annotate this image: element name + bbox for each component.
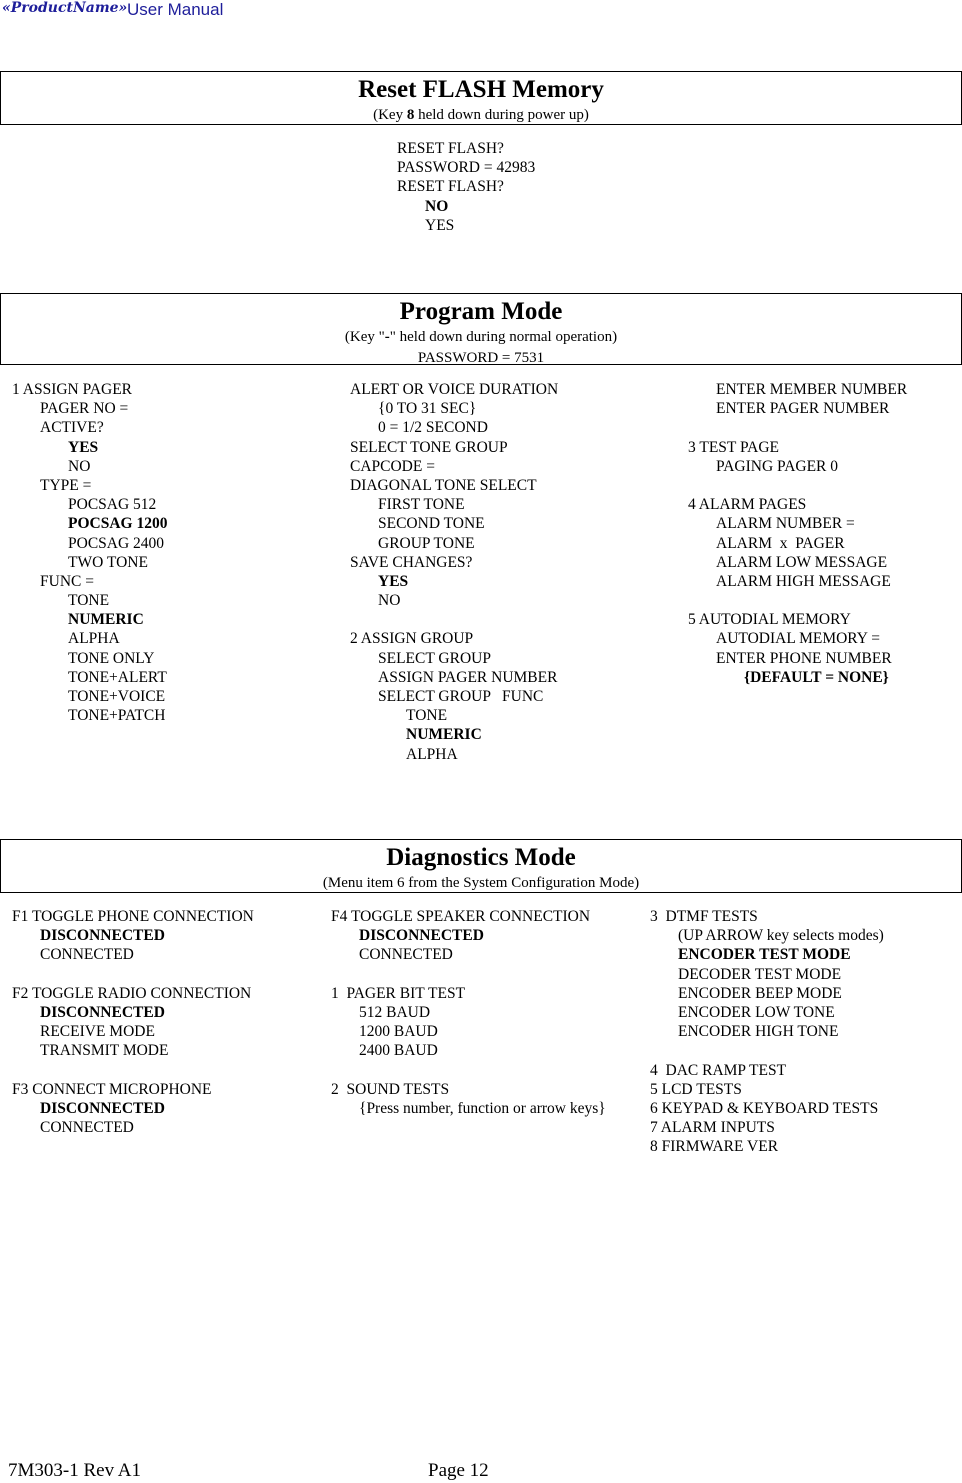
reset-option-yes: YES [425,216,455,234]
menu-item: F4 TOGGLE SPEAKER CONNECTION [331,908,591,925]
menu-option: TONE [68,592,110,610]
product-logo: «ProductName» [2,0,128,16]
menu-option: GROUP TONE [378,534,475,552]
program-col-2 [350,380,558,764]
menu-item: AUTODIAL MEMORY = [716,630,881,648]
menu-option-default: {DEFAULT = NONE} [744,668,889,686]
menu-option-default: ENCODER TEST MODE [678,946,851,964]
diagnostics-mode-box [0,839,962,893]
menu-item: 1 PAGER BIT TEST [331,984,466,1002]
menu-option: TONE+VOICE [68,688,166,705]
menu-item: PAGING PAGER 0 [716,457,839,475]
menu-option: 2400 BAUD [359,1042,438,1060]
menu-option: FIRST TONE [378,496,465,514]
spacer [331,965,606,984]
reset-flash-subtitle: (Key 8 held down during power up) [373,107,589,123]
program-mode-title: Program Mode [399,298,563,325]
menu-option-default: YES [68,438,99,456]
menu-option: NO [68,457,91,475]
menu-item: 7 ALARM INPUTS [650,1119,775,1137]
menu-option: CONNECTED [40,946,134,964]
menu-item: 5 LCD TESTS [650,1080,742,1098]
menu-option: ALPHA [406,745,458,763]
reset-step: PASSWORD = 42983 [397,159,536,177]
menu-item: ALARM LOW MESSAGE [716,553,888,571]
program-col-3 [688,380,907,687]
reset-flash-title: Reset FLASH Memory [358,76,604,103]
menu-item: CAPCODE = [350,457,435,475]
program-mode-box [0,293,962,365]
diagnostics-mode-title: Diagnostics Mode [386,844,576,871]
diagnostics-col-2 [331,907,606,1118]
menu-option: CONNECTED [359,946,453,964]
diagnostics-col-3 [650,907,884,1156]
program-mode-subtitle: (Key "-" held down during normal operation) [344,329,618,345]
menu-item: ENTER PHONE NUMBER [716,649,892,667]
menu-option: 1200 BAUD [359,1023,438,1041]
reset-flash-steps [397,139,535,235]
menu-option: TWO TONE [68,553,148,571]
menu-option: TRANSMIT MODE [40,1042,169,1060]
program-mode-password: PASSWORD = 7531 [417,350,545,366]
menu-option: ENCODER HIGH TONE [678,1023,839,1041]
menu-option: NO [378,592,401,610]
menu-item: 0 = 1/2 SECOND [378,419,488,437]
menu-option: POCSAG 2400 [68,534,165,552]
menu-option-default: POCSAG 1200 [68,515,168,533]
reset-flash-box [0,71,962,125]
menu-item: DIAGONAL TONE SELECT [350,476,537,494]
menu-item: SELECT GROUP FUNC [378,688,544,705]
footer-page-number: Page 12 [428,1460,489,1481]
menu-item: ALARM NUMBER = [716,515,855,533]
menu-item: F1 TOGGLE PHONE CONNECTION [12,908,254,925]
menu-item: ENTER MEMBER NUMBER [716,381,908,398]
menu-option: TONE ONLY [68,649,155,667]
spacer [350,610,558,629]
reset-step: RESET FLASH? [397,178,504,196]
menu-note: (UP ARROW key selects modes) [678,927,884,945]
menu-item: ASSIGN PAGER NUMBER [378,668,558,686]
menu-option-default: NUMERIC [68,611,144,629]
menu-item: SELECT TONE GROUP [350,438,508,456]
menu-option: ALPHA [68,630,120,648]
menu-item: 8 FIRMWARE VER [650,1138,779,1156]
menu-item: SAVE CHANGES? [350,553,473,571]
menu-item: 3 TEST PAGE [688,438,780,456]
spacer [12,1061,254,1080]
menu-option-default: DISCONNECTED [40,927,165,945]
menu-option-default: DISCONNECTED [40,1003,165,1021]
menu-item: ENTER PAGER NUMBER [716,400,890,418]
menu-item: 4 DAC RAMP TEST [650,1061,787,1079]
reset-step: RESET FLASH? [397,140,504,157]
menu-item: 1 ASSIGN PAGER [12,381,133,398]
menu-option: POCSAG 512 [68,496,157,514]
menu-option: TONE+PATCH [68,707,166,725]
menu-item: ACTIVE? [40,419,104,437]
spacer [12,965,254,984]
menu-option: ENCODER BEEP MODE [678,984,842,1002]
spacer [650,1041,884,1060]
menu-option: ENCODER LOW TONE [678,1003,835,1021]
spacer [331,1061,606,1080]
diagnostics-mode-subtitle: (Menu item 6 from the System Configuration Mode) [322,875,640,891]
menu-option: SECOND TONE [378,515,485,533]
menu-item: 6 KEYPAD & KEYBOARD TESTS [650,1099,879,1117]
menu-item: 2 ASSIGN GROUP [350,630,474,648]
menu-item: ALARM x PAGER [716,534,845,552]
menu-item: PAGER NO = [40,400,129,418]
spacer [688,591,907,610]
reset-option-no: NO [425,197,449,215]
diagnostics-col-1 [12,907,254,1137]
menu-item: 4 ALARM PAGES [688,496,807,514]
menu-item: ALARM HIGH MESSAGE [716,572,891,590]
menu-option: CONNECTED [40,1119,134,1137]
program-col-1 [12,380,167,725]
menu-option-default: YES [378,572,409,590]
spacer [688,418,907,437]
menu-item: 3 DTMF TESTS [650,908,758,925]
menu-item: ALERT OR VOICE DURATION [350,381,559,398]
menu-item: F3 CONNECT MICROPHONE [12,1080,212,1098]
menu-item: FUNC = [40,572,94,590]
menu-item: TYPE = [40,476,92,494]
menu-option: TONE [406,707,448,725]
menu-option-default: DISCONNECTED [40,1099,165,1117]
menu-item: 5 AUTODIAL MEMORY [688,611,851,629]
menu-option: 512 BAUD [359,1003,431,1021]
manual-label: User Manual [127,0,224,19]
menu-item: 2 SOUND TESTS [331,1080,450,1098]
menu-option: TONE+ALERT [68,668,167,686]
menu-note: {Press number, function or arrow keys} [359,1099,606,1117]
menu-item: {0 TO 31 SEC} [378,400,477,418]
menu-option-default: NUMERIC [406,726,482,744]
footer-doc-rev: 7M303-1 Rev A1 [8,1460,141,1481]
menu-option: RECEIVE MODE [40,1023,155,1041]
menu-option-default: DISCONNECTED [359,927,484,945]
menu-item: SELECT GROUP [378,649,491,667]
spacer [688,476,907,495]
menu-item: F2 TOGGLE RADIO CONNECTION [12,984,252,1002]
menu-option: DECODER TEST MODE [678,965,842,983]
